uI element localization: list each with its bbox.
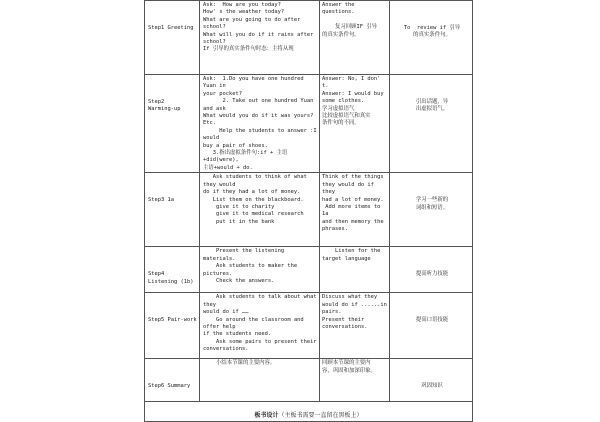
teacher-activity-cell (200, 359, 320, 402)
student-activity-text: Answer: No, I don' t. Answer: I would buy some clothes. 学习虚拟语气 比较虚拟语气和真实 条件句的不同。 (322, 76, 384, 127)
teacher-activity-text: Ask students to talk about what they would do if …… Go around the classroom and offer help if the students need. Ask some pairs to present their conversations. (203, 294, 317, 353)
step-cell (145, 293, 200, 359)
teacher-activity-cell (200, 173, 320, 247)
table-row (145, 293, 473, 359)
student-activity-cell (320, 247, 390, 293)
teacher-activity-text: 小结本节课的主要内容。 (203, 360, 276, 367)
step-label: Step5 Pair-work (148, 317, 197, 324)
teacher-activity-cell (200, 247, 320, 293)
blackboard-design-cell (145, 402, 473, 422)
table-row (145, 75, 473, 173)
teacher-activity-cell (200, 1, 320, 75)
lesson-plan-table (144, 0, 473, 422)
purpose-cell (390, 359, 473, 402)
step-label: Step1 Greeting (148, 25, 194, 31)
step-cell (145, 247, 200, 293)
student-activity-text: Listen for the target language (322, 248, 381, 262)
teacher-activity-text: Present the listening materials. Ask students to maker the pictures. Check the answers. (203, 248, 298, 284)
step-cell (145, 173, 200, 247)
purpose-cell (390, 75, 473, 173)
step-label: Step4 Listening (1b) (148, 271, 194, 285)
teacher-activity-cell (200, 75, 320, 173)
step-cell (145, 1, 200, 75)
student-activity-text: Answer the questions. 复习回顾IF 引导 的真实条件句。 (322, 2, 378, 38)
blackboard-design-note: （主板书需要一直留在黑板上） (278, 412, 363, 420)
table-row (145, 1, 473, 75)
teacher-activity-text: Ask: 1.Do you have one hundred Yuan in your pocket? 2. Take out one hundred Yuan and ask What would you do if it was yours? Etc. Help the students to answer :I would buy a pair of shoes. 3.指出虚拟条件句:if + 主语+did(were), 主语+would + do. (203, 76, 317, 171)
purpose-cell (390, 247, 473, 293)
student-activity-cell (320, 75, 390, 173)
table-row (145, 173, 473, 247)
step-cell (145, 75, 200, 173)
purpose-text: To review if 引导 的真实条件句。 (403, 25, 461, 39)
student-activity-cell (320, 359, 390, 402)
lesson-plan-page (144, 0, 472, 420)
purpose-cell (390, 173, 473, 247)
table-row (145, 247, 473, 293)
student-activity-text: 回顾本节课的主要内 容，巩固和加深印象。 (322, 360, 376, 374)
purpose-text: 提高口语技能 (415, 317, 449, 324)
purpose-text: 提高听力技能 (415, 271, 449, 278)
blackboard-design-row (145, 402, 473, 422)
purpose-cell (390, 1, 473, 75)
student-activity-cell (320, 1, 390, 75)
student-activity-cell (320, 173, 390, 247)
step-label: Step6 Summary (148, 383, 191, 390)
student-activity-cell (320, 293, 390, 359)
purpose-cell (390, 293, 473, 359)
purpose-text: 巩固知识 (421, 383, 443, 390)
teacher-activity-text: Ask students to think of what they would do if they had a lot of money. List them on the blackboard. give it to charity give it to medical research put it in the bank (203, 174, 307, 225)
blackboard-design-title: 板书设计 (254, 412, 279, 420)
step-cell (145, 359, 200, 402)
purpose-text: 引出话题，导 出虚拟语气。 (415, 99, 449, 113)
step-label: Step2 Warming-up (148, 99, 181, 113)
student-activity-text: Discuss what they would do if ......in pairs. Present their conversations. (322, 294, 387, 330)
step-label: Step3 1a (148, 197, 174, 204)
teacher-activity-text: Ask: How are you today? How' s the weather today? What are you going to do after school? What will you do if it rains after school? If 引导的真实条件句时态：主将从现 (203, 2, 314, 53)
student-activity-text: Think of the things they would do if they had a lot of money. Add more items to 1a and then memory the phrases. (322, 174, 384, 233)
purpose-text: 学习一些新的 词组和短语。 (415, 197, 449, 211)
table-row (145, 359, 473, 402)
teacher-activity-cell (200, 293, 320, 359)
